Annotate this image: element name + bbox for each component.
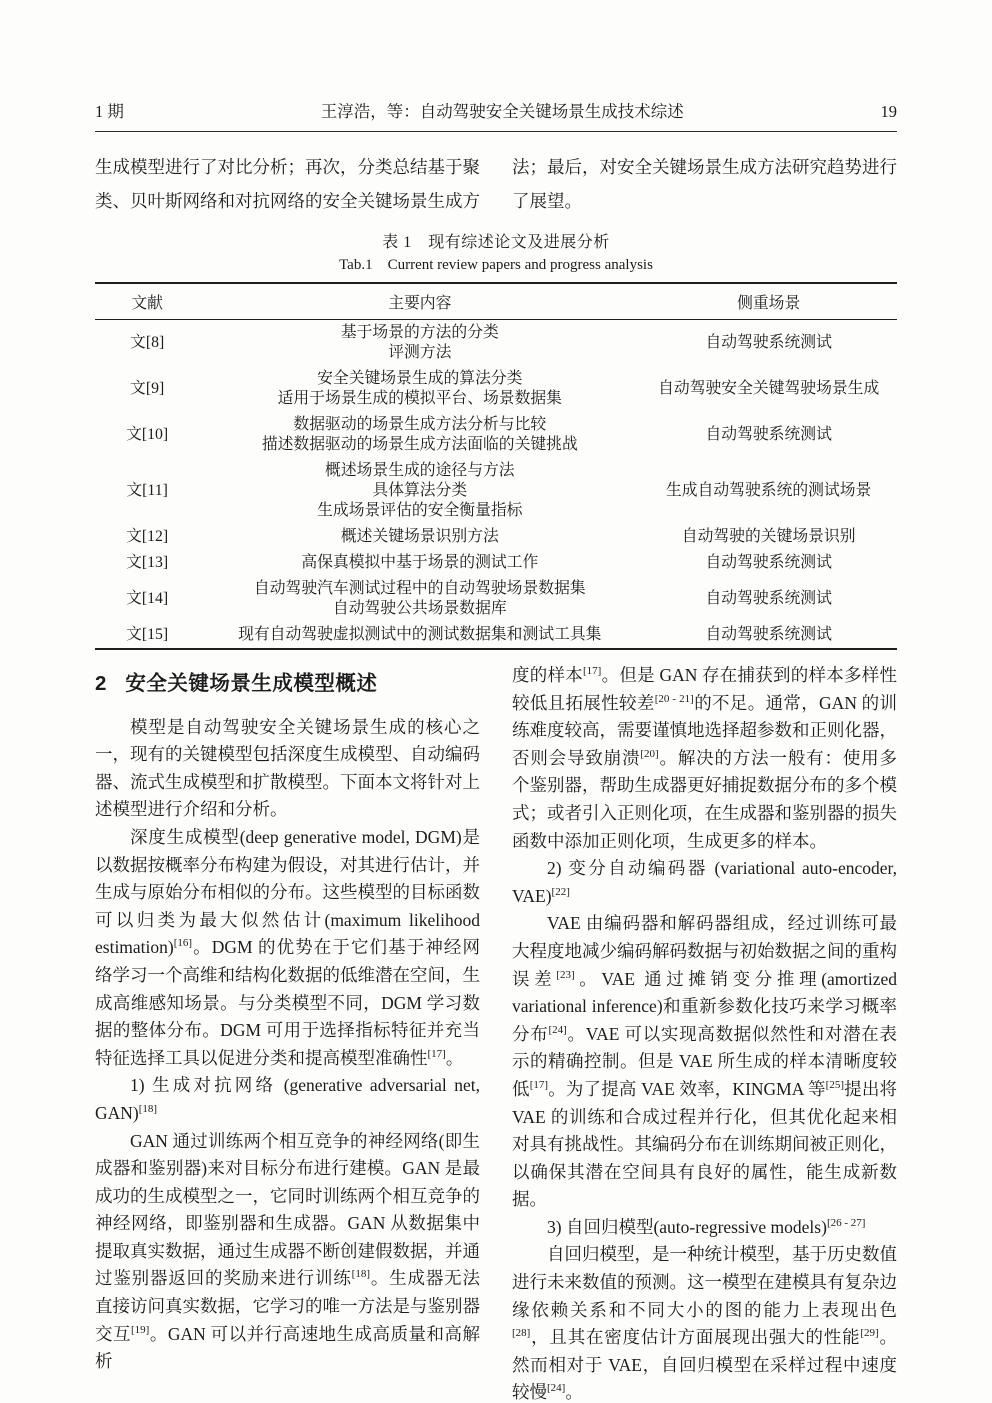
cell-reference: 文[14] (126, 590, 169, 607)
right-column (512, 662, 897, 1403)
cell-reference: 文[9] (130, 380, 165, 397)
cell-content-line: 生成场景评估的安全衡量指标 (317, 502, 523, 519)
column-header-focus-scenario: 侧重场景 (640, 283, 897, 320)
cell-focus-scenario: 生成自动驾驶系统的测试场景 (665, 482, 872, 499)
cell-reference: 文[11] (126, 482, 168, 499)
table-caption (95, 231, 897, 277)
page-number: 19 (880, 102, 897, 121)
intro-section (95, 150, 897, 218)
citation-reference: [20] (640, 747, 659, 760)
table-row (95, 622, 897, 649)
cell-focus-scenario: 自动驾驶系统测试 (705, 626, 832, 643)
running-title: 王淳浩，等：自动驾驶安全关键场景生成技术综述 (320, 102, 684, 121)
paragraph: 深度生成模型(deep generative model, DGM)是以数据按概率分布构建为假设，对其进行估计，并生成与原始分布相似的分布。这些模型的目标函数可以归类为最大似然估计(maximum likelihood estimation)[16]。DGM 的优势在于它们基于神经网络学习一个高维和结构化数据的低维潜在空间，生成高维感知场景。与分类模型不同，DGM 学习数据的整体分布。DGM 可用于选择指标特征并充当特征选择工具以促进分类和提高模型准确性[17]。 (95, 826, 480, 1068)
cell-content-line: 安全关键场景生成的算法分类 (317, 370, 523, 387)
citation-reference: [18] (351, 1268, 370, 1281)
cell-content-line: 自动驾驶汽车测试过程中的自动驾驶场景数据集 (253, 580, 586, 597)
cell-content-line: 具体算法分类 (372, 482, 468, 499)
cell-reference: 文[10] (126, 426, 169, 443)
column-header-main-content: 主要内容 (199, 283, 640, 320)
section-title: 安全关键场景生成模型概述 (125, 672, 378, 695)
issue-label: 1 期 (95, 102, 124, 121)
citation-reference: [17] (583, 665, 602, 678)
cell-content-line: 现有自动驾驶虚拟测试中的测试数据集和测试工具集 (238, 626, 602, 643)
section-number: 2 (95, 672, 107, 695)
citation-reference: [17] (427, 1047, 446, 1060)
cell-content-line: 基于场景的方法的分类 (340, 324, 499, 341)
cell-reference: 文[13] (126, 554, 169, 571)
citation-reference: [28] (512, 1327, 531, 1340)
citation-reference: [24] (547, 1382, 566, 1395)
table-row (95, 576, 897, 622)
paragraph: 2) 变分自动编码器 (variational auto-encoder, VAE)[22] (512, 858, 897, 906)
paragraph: 自回归模型，是一种统计模型，基于历史数值进行未来数值的预测。这一模型在建模具有复杂边缘依赖关系和不同大小的图的能力上表现出色[28]，且其在密度估计方面展现出强大的性能[29]。然而相对于 VAE，自回归模型在采样过程中速度较慢[24]。 (512, 1244, 898, 1403)
table-row (95, 366, 897, 412)
left-column-paragraphs (95, 714, 480, 1376)
citation-reference: [17] (529, 1079, 549, 1092)
paragraph: 1) 生成对抗网络 (generative adversarial net, GAN)[18] (95, 1075, 480, 1123)
cell-content-line: 概述场景生成的途径与方法 (325, 462, 515, 479)
table-header-row (95, 283, 897, 320)
cell-content-line: 自动驾驶公共场景数据库 (332, 600, 507, 617)
paragraph: 度的样本[17]。但是 GAN 存在捕获到的样本多样性较低且拓展性较差[20 - 21]的不足。通常，GAN 的训练难度较高，需要谨慎地选择超参数和正则化器，否则会导致崩溃[20]。解决的方法一般有：使用多个鉴别器，帮助生成器更好捕捉数据分布的多个模式；或者引入正则化项，在生成器和鉴别器的损失函数中添加正则化项，生成更多的样本。 (512, 665, 898, 851)
cell-main-content (199, 524, 640, 550)
cell-focus-scenario: 自动驾驶系统测试 (705, 590, 832, 607)
review-table (95, 282, 897, 650)
intro-right-paragraph: 法；最后，对安全关键场景生成方法研究趋势进行了展望。 (512, 157, 897, 211)
citation-reference: [29] (860, 1327, 879, 1340)
citation-reference: [26 - 27] (826, 1217, 866, 1230)
cell-focus-scenario: 自动驾驶安全关键驾驶场景生成 (658, 380, 880, 397)
cell-main-content (199, 550, 640, 576)
cell-main-content (199, 366, 640, 412)
cell-content-line: 评测方法 (388, 344, 452, 361)
cell-focus-scenario: 自动驾驶系统测试 (705, 426, 832, 443)
cell-content-line: 高保真模拟中基于场景的测试工作 (301, 554, 539, 571)
table-row (95, 320, 897, 367)
citation-reference: [20 - 21] (654, 692, 694, 705)
table-row (95, 412, 897, 458)
paragraph: 模型是自动驾驶安全关键场景生成的核心之一，现有的关键模型包括深度生成模型、自动编码器、流式生成模型和扩散模型。下面本文将针对上述模型进行介绍和分析。 (95, 716, 480, 820)
column-header-reference: 文献 (95, 283, 199, 320)
cell-main-content (199, 576, 640, 622)
citation-reference: [24] (548, 1023, 567, 1036)
cell-reference: 文[8] (130, 334, 165, 351)
paragraph: 3) 自回归模型(auto-regressive models)[26 - 27] (547, 1216, 866, 1237)
body-section (95, 662, 897, 1403)
table-caption-zh: 表 1 现有综述论文及进展分析 (382, 234, 610, 251)
citation-reference: [16] (173, 937, 193, 950)
section-heading (95, 670, 480, 698)
cell-main-content (199, 622, 640, 649)
cell-focus-scenario: 自动驾驶系统测试 (705, 554, 832, 571)
cell-content-line: 概述关键场景识别方法 (340, 528, 499, 545)
cell-main-content (199, 320, 640, 367)
cell-focus-scenario: 自动驾驶的关键场景识别 (681, 528, 856, 545)
cell-content-line: 数据驱动的场景生成方法分析与比较 (293, 416, 547, 433)
table-caption-en: Tab.1 Current review papers and progress analysis (339, 257, 653, 273)
citation-reference: [22] (551, 885, 570, 898)
cell-focus-scenario: 自动驾驶系统测试 (705, 334, 832, 351)
header-rule (95, 131, 897, 132)
page-header (95, 98, 897, 131)
left-column (95, 662, 480, 1403)
paragraph: VAE 由编码器和解码器组成，经过训练可最大程度地减少编码解码数据与初始数据之间的重构误差[23]。VAE 通过摊销变分推理(amortized variational inference)和重新参数化技巧来学习概率分布[24]。VAE 可以实现高数据似然性和对潜在表示的精确控制。但是 VAE 所生成的样本清晰度较低[17]。为了提高 VAE 效率，KINGMA 等[25]提出将 VAE 的训练和合成过程并行化，但其优化起来相对具有挑战性。其编码分布在训练期间被正则化，以确保其潜在空间具有良好的属性，能生成新数据。 (512, 913, 898, 1210)
table-row (95, 550, 897, 576)
citation-reference: [25] (825, 1079, 844, 1092)
cell-reference: 文[12] (126, 528, 169, 545)
cell-main-content (199, 412, 640, 458)
cell-reference: 文[15] (126, 626, 169, 643)
table-row (95, 524, 897, 550)
right-column-paragraphs (512, 662, 897, 1403)
citation-reference: [23] (556, 968, 575, 981)
cell-content-line: 描述数据驱动的场景生成方法面临的关键挑战 (261, 436, 578, 453)
cell-main-content (199, 458, 640, 524)
paragraph: GAN 通过训练两个相互竞争的神经网络(即生成器和鉴别器)来对目标分布进行建模。GAN 是最成功的生成模型之一，它同时训练两个相互竞争的神经网络，即鉴别器和生成器。GAN 从数据集中提取真实数据，通过生成器不断创建假数据，并通过鉴别器返回的奖励来进行训练[18]。生成器无法直接访问真实数据，它学习的唯一方法是与鉴别器交互[19]。GAN 可以并行高速地生成高质量和高解析 (95, 1130, 481, 1372)
intro-left-paragraph: 生成模型进行了对比分析；再次，分类总结基于聚类、贝叶斯网络和对抗网络的安全关键场景生成方 (95, 157, 480, 211)
cell-content-line: 适用于场景生成的模拟平台、场景数据集 (277, 390, 562, 407)
citation-reference: [18] (138, 1103, 158, 1116)
table-row (95, 458, 897, 524)
citation-reference: [19] (131, 1323, 150, 1336)
